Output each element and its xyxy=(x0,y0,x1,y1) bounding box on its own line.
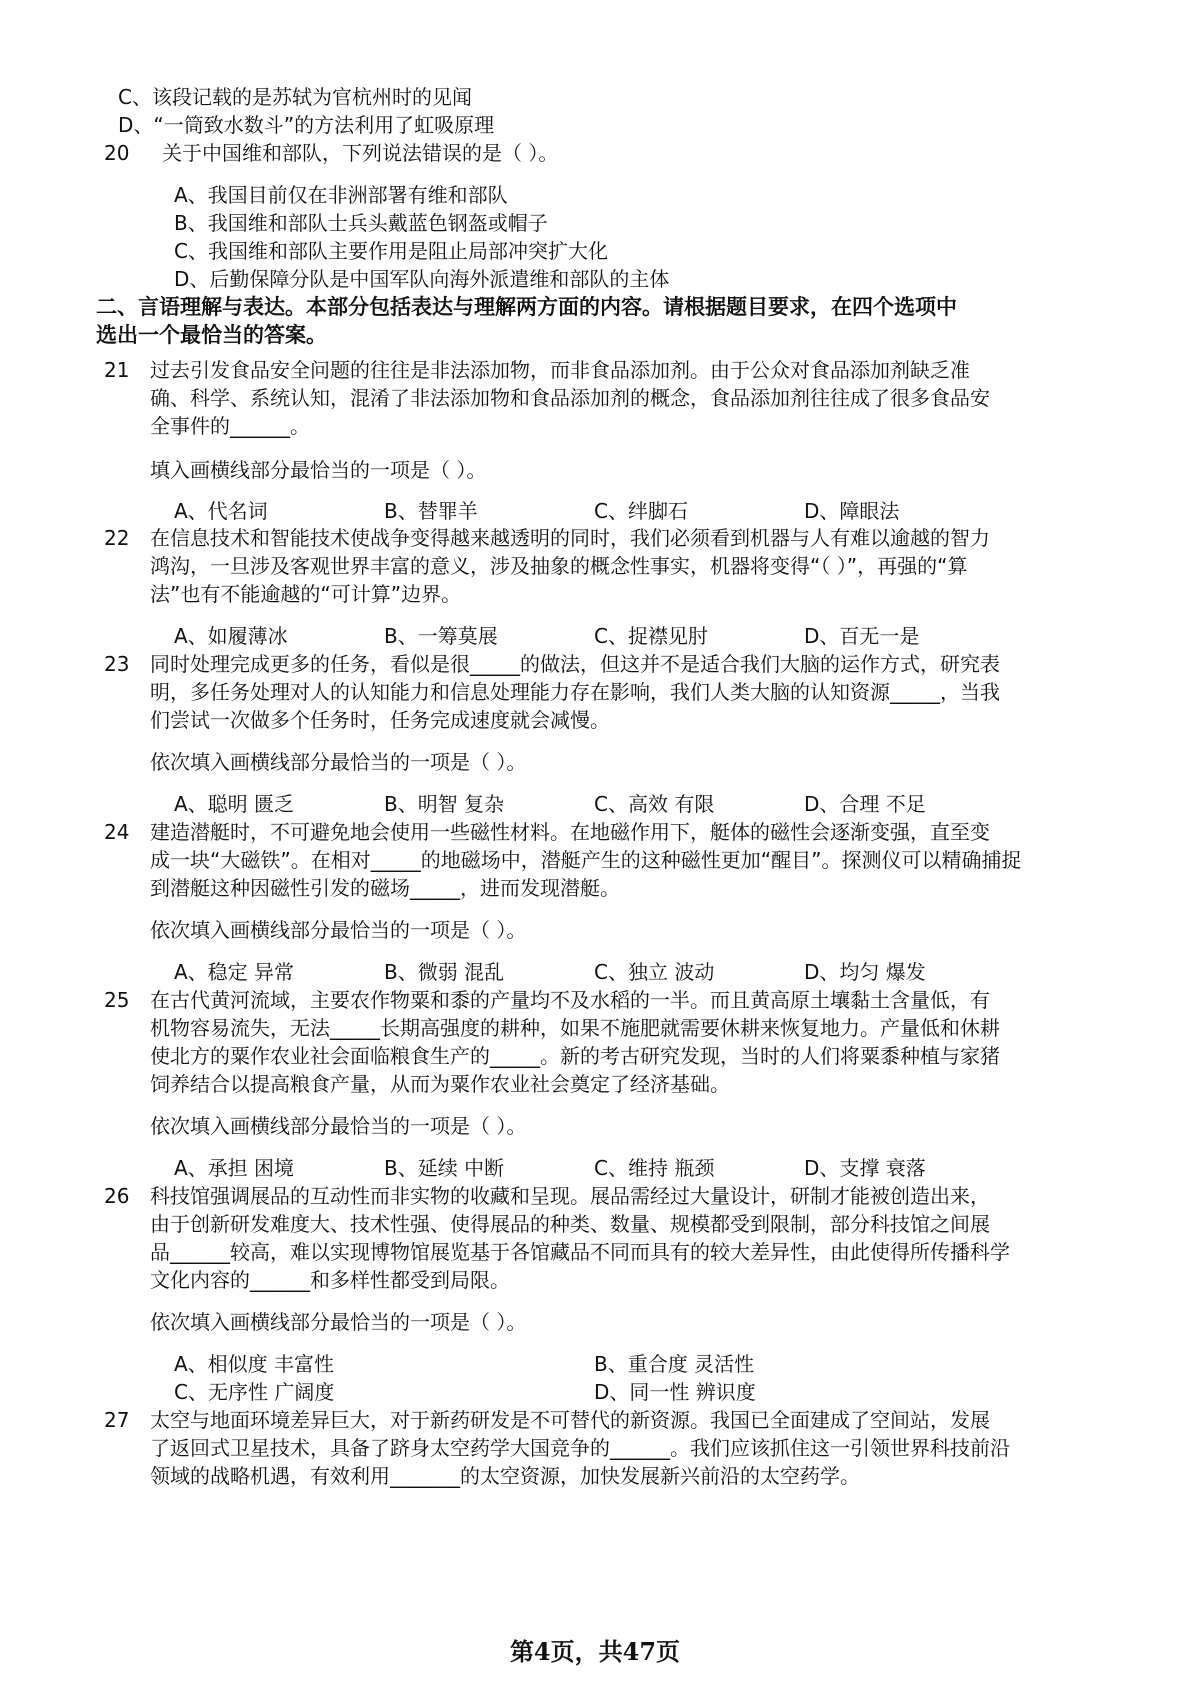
question-stem-line: 全事件的______。 xyxy=(150,414,310,438)
question-stem-line: 由于创新研发难度大、技术性强、使得展品的种类、数量、规模都受到限制，部分科技馆之间展 xyxy=(150,1212,990,1236)
question-stem-line: 科技馆强调展品的互动性而非实物的收藏和呈现。展品需经过大量设计，研制才能被创造出来， xyxy=(150,1184,990,1208)
option-c: C、无序性 广阔度 xyxy=(174,1380,335,1404)
question-prompt: 填入画横线部分最恰当的一项是（ ）。 xyxy=(150,458,487,482)
question-stem-line: 建造潜艇时，不可避免地会使用一些磁性材料。在地磁作用下，艇体的磁性会逐渐变强，直至变 xyxy=(150,820,990,844)
option-b: B、明智 复杂 xyxy=(384,792,505,816)
option-b: B、微弱 混乱 xyxy=(384,960,505,984)
question-stem-line: 领域的战略机遇，有效利用_______的太空资源，加快发展新兴前沿的太空药学。 xyxy=(150,1464,860,1488)
question-stem-line: 同时处理完成更多的任务，看似是很_____的做法，但这并不是适合我们大脑的运作方式，研究表 xyxy=(150,652,1000,676)
option-d: D、百无一是 xyxy=(804,624,920,648)
option-c: C、独立 波动 xyxy=(594,960,715,984)
question-stem-line: 鸿沟，一旦涉及客观世界丰富的意义，涉及抽象的概念性事实，机器将变得“（ ）”，再强的“算 xyxy=(150,554,968,578)
option-c: C、维持 瓶颈 xyxy=(594,1156,715,1180)
question-stem-line: 到潜艇这种因磁性引发的磁场_____，进而发现潜艇。 xyxy=(150,876,620,900)
question-number: 26 xyxy=(104,1184,130,1208)
option-d: D、障眼法 xyxy=(804,499,900,523)
option-a: A、稳定 异常 xyxy=(174,960,295,984)
option-b: B、一筹莫展 xyxy=(384,624,498,648)
question-stem-line: 使北方的粟作农业社会面临粮食生产的_____。新的考古研究发现，当时的人们将粟黍种植与家猪 xyxy=(150,1044,1000,1068)
section-heading: 二、言语理解与表达。本部分包括表达与理解两方面的内容。请根据题目要求，在四个选项中 xyxy=(96,295,957,319)
question-prompt: 依次填入画横线部分最恰当的一项是（ ）。 xyxy=(150,750,527,774)
question-stem-line: 在信息技术和智能技术使战争变得越来越透明的同时，我们必须看到机器与人有难以逾越的智力 xyxy=(150,526,990,550)
option-b: B、我国维和部队士兵头戴蓝色钢盔或帽子 xyxy=(174,211,548,235)
option-d: D、同一性 辨识度 xyxy=(594,1380,756,1404)
question-stem-line: 确、科学、系统认知，混淆了非法添加物和食品添加剂的概念，食品添加剂往往成了很多食品安 xyxy=(150,386,990,410)
option-d: D、均匀 爆发 xyxy=(804,960,926,984)
question-stem: 关于中国维和部队，下列说法错误的是（ ）。 xyxy=(162,141,559,165)
question-stem-line: 成一块“大磁铁”。在相对_____的地磁场中，潜艇产生的这种磁性更加“醒目”。探测仪可以精确捕捉 xyxy=(150,848,1022,872)
option-a: A、如履薄冰 xyxy=(174,624,288,648)
question-number: 23 xyxy=(104,652,130,676)
question-stem-line: 了返回式卫星技术，具备了跻身太空药学大国竞争的______。我们应该抓住这一引领世界科技前沿 xyxy=(150,1436,1010,1460)
option-c: C、我国维和部队主要作用是阻止局部冲突扩大化 xyxy=(174,239,608,263)
option-d: D、合理 不足 xyxy=(804,792,926,816)
question-prompt: 依次填入画横线部分最恰当的一项是（ ）。 xyxy=(150,1310,527,1334)
page-footer: 第4页，共47页 xyxy=(509,1637,681,1666)
question-number: 22 xyxy=(104,526,130,550)
option-d: D、支撑 衰落 xyxy=(804,1156,926,1180)
question-stem-line: 明，多任务处理对人的认知能力和信息处理能力存在影响，我们人类大脑的认知资源_____，当我 xyxy=(150,680,1000,704)
option-a: A、代名词 xyxy=(174,499,268,523)
option-d: D、“一筒致水数斗”的方法利用了虹吸原理 xyxy=(118,113,495,137)
option-c: C、绊脚石 xyxy=(594,499,688,523)
option-c: C、捉襟见肘 xyxy=(594,624,708,648)
question-stem-line: 太空与地面环境差异巨大，对于新药研发是不可替代的新资源。我国已全面建成了空间站，发展 xyxy=(150,1408,990,1432)
section-heading-cont: 选出一个最恰当的答案。 xyxy=(96,323,327,347)
option-d: D、后勤保障分队是中国军队向海外派遣维和部队的主体 xyxy=(174,267,670,291)
question-stem-line: 过去引发食品安全问题的往往是非法添加物，而非食品添加剂。由于公众对食品添加剂缺乏准 xyxy=(150,358,970,382)
question-prompt: 依次填入画横线部分最恰当的一项是（ ）。 xyxy=(150,918,527,942)
option-a: A、聪明 匮乏 xyxy=(174,792,295,816)
option-a: A、相似度 丰富性 xyxy=(174,1352,335,1376)
option-b: B、重合度 灵活性 xyxy=(594,1352,755,1376)
question-number: 24 xyxy=(104,820,130,844)
question-stem-line: 饲养结合以提高粮食产量，从而为粟作农业社会奠定了经济基础。 xyxy=(150,1072,730,1096)
question-stem-line: 在古代黄河流域，主要农作物粟和黍的产量均不及水稻的一半。而且黄高原土壤黏土含量低，有 xyxy=(150,988,990,1012)
question-number: 20 xyxy=(104,141,130,165)
question-number: 21 xyxy=(104,358,130,382)
option-b: B、延续 中断 xyxy=(384,1156,505,1180)
option-c: C、高效 有限 xyxy=(594,792,715,816)
option-c: C、该段记载的是苏轼为官杭州时的见闻 xyxy=(118,85,472,109)
option-b: B、替罪羊 xyxy=(384,499,478,523)
question-stem-line: 机物容易流失，无法_____长期高强度的耕种，如果不施肥就需要休耕来恢复地力。产量低和休耕 xyxy=(150,1016,1000,1040)
question-stem-line: 法”也有不能逾越的“可计算”边界。 xyxy=(150,582,462,606)
question-number: 25 xyxy=(104,988,130,1012)
option-a: A、我国目前仅在非洲部署有维和部队 xyxy=(174,183,508,207)
question-prompt: 依次填入画横线部分最恰当的一项是（ ）。 xyxy=(150,1114,527,1138)
option-a: A、承担 困境 xyxy=(174,1156,295,1180)
question-stem-line: 文化内容的______和多样性都受到局限。 xyxy=(150,1268,510,1292)
question-stem-line: 品______较高，难以实现博物馆展览基于各馆藏品不同而具有的较大差异性，由此使得所传播科学 xyxy=(150,1240,1010,1264)
question-number: 27 xyxy=(104,1408,130,1432)
question-stem-line: 们尝试一次做多个任务时，任务完成速度就会减慢。 xyxy=(150,708,610,732)
